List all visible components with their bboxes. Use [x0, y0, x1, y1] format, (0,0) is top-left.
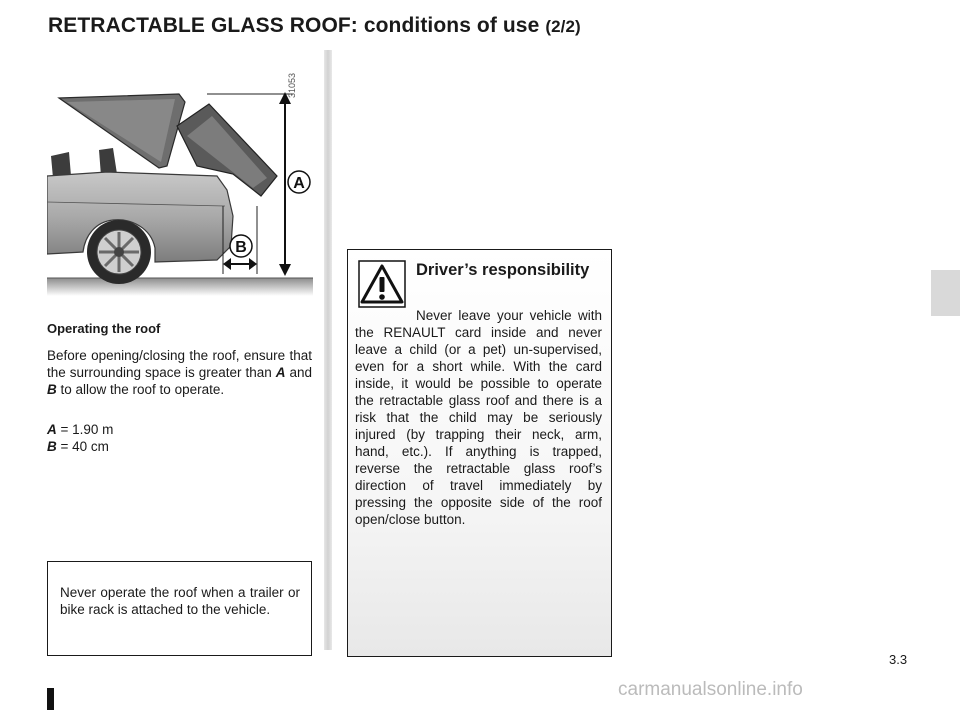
warning-title: Driver’s responsibility: [416, 261, 590, 279]
roof-clearance-illustration: [47, 56, 313, 296]
ground-shading: [47, 278, 313, 296]
operating-paragraph: Before opening/closing the roof, ensure that the surrounding space is greater than A and B to allow the roof to operate.: [47, 348, 313, 397]
measure-b: B = 40 cm: [47, 439, 109, 454]
warning-text: Never leave your vehicle with the RENAULT card inside and never leave a child (or a pet) un-supervised, even for a short while. With the card inside, it would be possible to operate the retractable glass roof and there is a risk that the child may be seriously injured (by trapping their neck, arm, hand, etc.). If anything is trapped, reverse the retractable glass roof’s direction of travel immediately by pressing the opposite side of the roof open/close button.: [355, 308, 602, 527]
warning-box: [347, 249, 612, 657]
label-b: B: [235, 239, 247, 256]
measure-a: A = 1.90 m: [47, 422, 114, 437]
clearance-measurements: [47, 421, 113, 455]
corner-mark: [47, 688, 54, 710]
page-title: [48, 14, 581, 38]
label-a: A: [293, 175, 305, 192]
note-box: [47, 561, 312, 656]
section-heading: Operating the roof: [47, 321, 161, 336]
car-roof-diagram: [47, 56, 313, 296]
var-b: B: [47, 382, 57, 397]
note-text: Never operate the roof when a trailer or bike rack is attached to the vehicle.: [60, 585, 300, 617]
warning-triangle-icon: [358, 260, 406, 308]
watermark: carmanualsonline.info: [618, 679, 803, 700]
page-title-main: RETRACTABLE GLASS ROOF: conditions of use: [48, 14, 540, 37]
page-title-suffix: (2/2): [545, 17, 581, 36]
page-number: 3.3: [889, 652, 908, 667]
section-tab-marker: [931, 270, 960, 316]
var-a: A: [275, 365, 286, 380]
figure-reference-number: 31053: [287, 72, 297, 98]
column-divider: [324, 50, 332, 650]
